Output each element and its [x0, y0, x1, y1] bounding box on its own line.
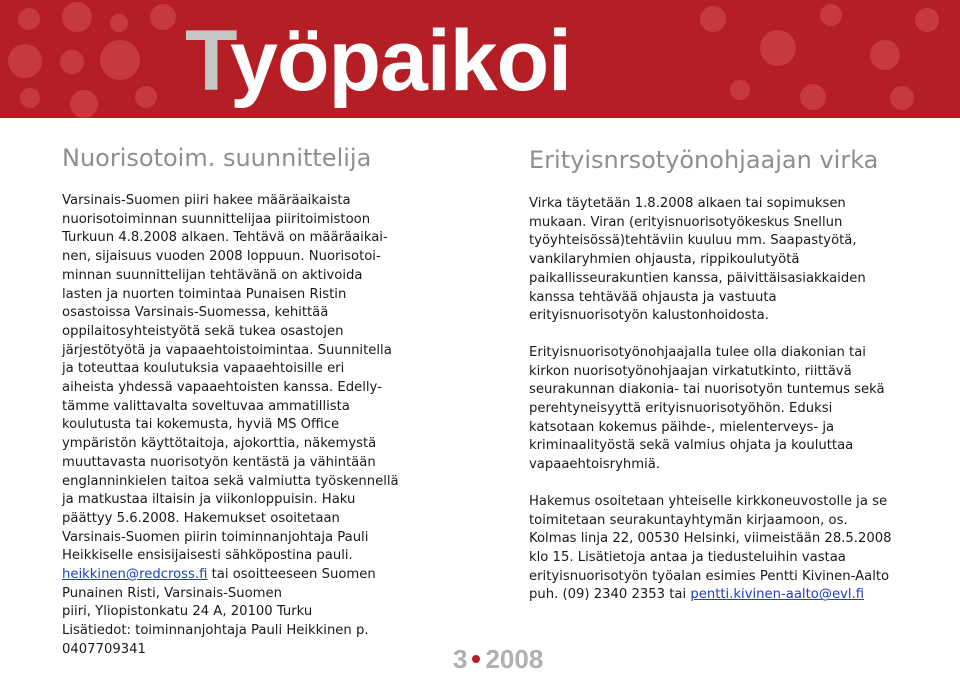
decorative-dot	[730, 80, 750, 100]
text-line: nuorisotoiminnan suunnittelijaa piiritoimistoon	[62, 211, 371, 227]
left-column-lines	[62, 192, 457, 566]
page-title-rest: yöpaikoi	[230, 13, 572, 109]
text-line: klo 15. Lisätietoja antaa ja tiedusteluihin vastaa	[529, 549, 846, 565]
text-line: Punainen Risti, Varsinais-Suomen	[62, 585, 283, 601]
text-line: järjestötyötä ja vapaaehtoistoimintaa. Suunnitella	[62, 342, 392, 358]
decorative-dot	[8, 44, 42, 78]
text-line: nen, sijaisuus vuoden 2008 loppuun. Nuorisotoi-	[62, 249, 381, 265]
text-line: kirkon nuorisotyönohjaajan virkatutkinto, riittävä	[529, 363, 852, 379]
left-column-heading: Nuorisotoim. suunnittelija	[62, 144, 372, 172]
text-line: aiheista yhdessä vapaaehtoisten kanssa. Edelly-	[62, 380, 382, 396]
decorative-dot	[890, 86, 914, 110]
right-phone-text: puh. (09) 2340 2353 tai	[529, 587, 691, 603]
text-line: muuttavasta nuorisotyön kentästä ja vähintään	[62, 454, 376, 470]
decorative-dot	[20, 88, 40, 108]
decorative-dot	[18, 8, 40, 30]
issue-separator-dot	[472, 655, 480, 663]
text-line: mukaan. Viran (erityisnuorisotyökeskus Snellun	[529, 214, 843, 230]
text-line: kriminaalityöstä sekä valmius ohjata ja kouluttaa	[529, 438, 854, 454]
left-email-line	[62, 566, 457, 585]
decorative-dot	[870, 40, 900, 70]
text-line: vankilaryhmien ohjausta, rippikoulutyötä	[529, 252, 800, 268]
text-line: Hakemus osoitetaan yhteiselle kirkkoneuvostolle ja se	[529, 493, 888, 509]
issue-year-value: 2008	[485, 644, 544, 674]
text-line: minnan suunnittelijan tehtävänä on aktivoida	[62, 267, 363, 283]
text-line: englanninkielen taitoa sekä valmiutta työskennellä	[62, 473, 399, 489]
decorative-dot	[820, 4, 842, 26]
text-line: koulutusta tai kokemusta, hyviä MS Office	[62, 417, 340, 433]
decorative-dot	[62, 2, 92, 32]
decorative-dot	[700, 6, 726, 32]
text-line: katsotaan kokemus päihde-, mielenterveys- ja	[529, 419, 835, 435]
decorative-dot	[150, 4, 176, 30]
decorative-dot	[110, 14, 128, 32]
decorative-dot	[100, 40, 140, 80]
email-link-pauli[interactable]: heikkinen@redcross.fi	[62, 567, 208, 583]
right-column-heading: Erityisnrsotyönohjaajan virka	[529, 146, 879, 174]
page-title-initial: T	[185, 13, 231, 109]
header-banner	[0, 0, 960, 118]
text-line: ja matkustaa iltaisin ja viikonloppuisin. Haku	[62, 492, 356, 508]
text-line: piiri, Yliopistonkatu 24 A, 20100 Turku	[62, 604, 313, 620]
right-paragraph-2	[529, 344, 949, 475]
decorative-dot	[800, 84, 826, 110]
text-line: toimitetaan seurakuntayhtymän kirjaamoon, os.	[529, 512, 848, 528]
text-line: Varsinais-Suomen piirin toiminnanjohtaja Pauli	[62, 529, 369, 545]
text-line: 0407709341	[62, 641, 146, 657]
text-line: päättyy 5.6.2008. Hakemukset osoitetaan	[62, 510, 340, 526]
decorative-dot	[760, 30, 796, 66]
issue-number-value: 3	[453, 644, 468, 674]
left-column-body	[62, 192, 457, 660]
text-line: erityisnuorisotyön kalustonhoidosta.	[529, 308, 769, 324]
text-line: seurakunnan diakonia- tai nuorisotyön tuntemus sekä	[529, 382, 885, 398]
right-column-body	[529, 195, 949, 605]
left-after-link: tai osoitteeseen Suomen	[207, 567, 376, 583]
text-line: lasten ja nuorten toimintaa Punaisen Ristin	[62, 286, 347, 302]
text-line: Heikkiselle ensisijaisesti sähköpostina pauli.	[62, 548, 353, 564]
page-title	[185, 13, 572, 109]
text-line: kanssa tehtävää ohjausta ja vastuuta	[529, 289, 777, 305]
right-paragraph-1	[529, 195, 949, 326]
text-line: perehtyneisyyttä erityisnuorisotyöhön. Eduksi	[529, 401, 833, 417]
text-line: oppilaitosyhteistyötä sekä tukea osastojen	[62, 323, 344, 339]
decorative-dot	[70, 90, 98, 118]
email-link-pentti[interactable]: pentti.kivinen-aalto@evl.fi	[690, 587, 865, 603]
text-line: työyhteisössä)tehtäviin kuuluu mm. Saapastyötä,	[529, 233, 857, 249]
text-line: paikallisseurakuntien kanssa, päivittäisasiakkaiden	[529, 270, 866, 286]
text-line: Virka täytetään 1.8.2008 alkaen tai sopimuksen	[529, 196, 846, 211]
text-line: ja toteuttaa koulutuksia vapaaehtoisille eri	[62, 361, 345, 377]
text-line: Kolmas linja 22, 00530 Helsinki, viimeistään 28.5.2008	[529, 531, 892, 547]
decorative-dot	[915, 8, 939, 32]
text-line: tämme valittavalta soveltuvaa ammatillista	[62, 398, 350, 414]
text-line: erityisnuorisotyön työalan esimies Pentti Kivinen-Aalto	[529, 568, 890, 584]
text-line: vapaaehtoisryhmiä.	[529, 457, 661, 473]
issue-number	[453, 646, 543, 672]
text-line: osastoissa Varsinais-Suomessa, kehittää	[62, 305, 329, 321]
right-paragraph-3	[529, 493, 949, 587]
text-line: Erityisnuorisotyönohjaajalla tulee olla diakonian tai	[529, 344, 866, 360]
right-email-line	[529, 586, 949, 605]
text-line: ympäristön käyttötaitoja, ajokorttia, näkemystä	[62, 436, 377, 452]
decorative-dot	[60, 50, 84, 74]
text-line: Varsinais-Suomen piiri hakee määräaikaista	[62, 193, 351, 208]
text-line: Lisätiedot: toiminnanjohtaja Pauli Heikkinen p.	[62, 623, 369, 639]
decorative-dot	[135, 86, 157, 108]
left-column-lines-end	[62, 585, 457, 660]
text-line: Turkuun 4.8.2008 alkaen. Tehtävä on määräaikai-	[62, 230, 388, 246]
